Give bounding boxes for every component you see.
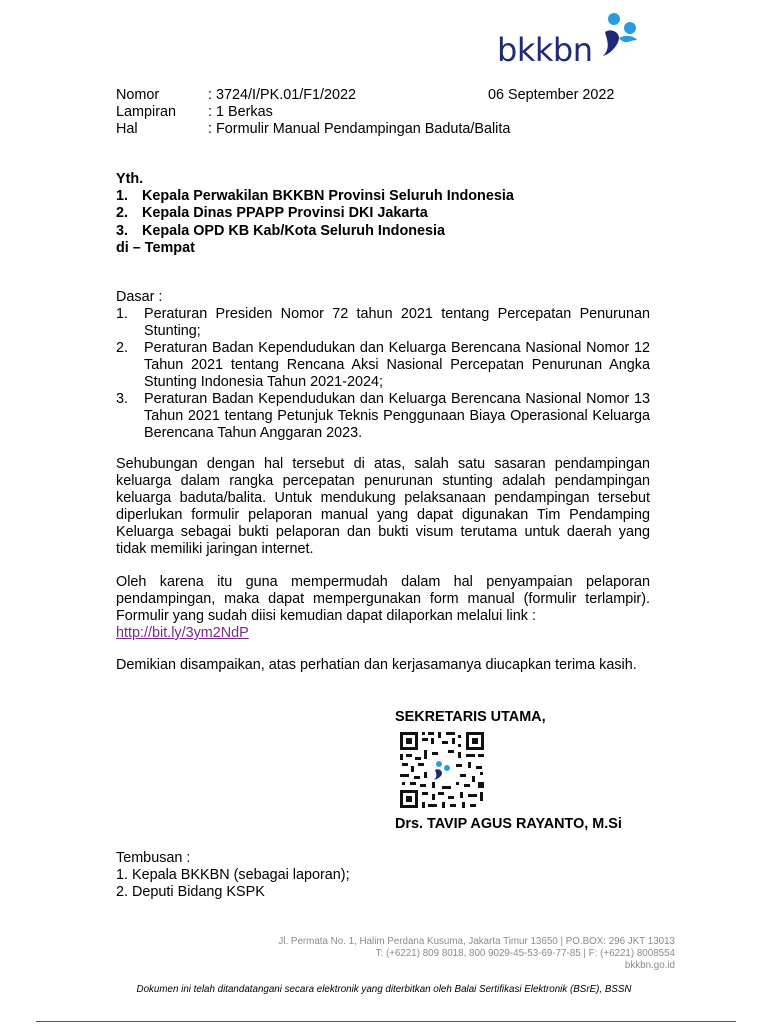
closing-paragraph: Demikian disampaikan, atas perhatian dan kerjasamanya diucapkan terima kasih. [116, 657, 637, 673]
dasar-item [116, 340, 650, 391]
nomor-value: : 3724/I/PK.01/F1/2022 [208, 87, 357, 103]
signer-title: SEKRETARIS UTAMA, [395, 709, 546, 725]
dasar-section [116, 289, 650, 442]
esign-disclaimer: Dokumen ini telah ditandatangani secara elektronik yang diterbitkan oleh Balai Sertifikasi Elektronik (BSrE), BSSN [136, 984, 632, 995]
footer-phone: T: (+6221) 809 8018, 800 9029-45-53-69-77-85 | F: (+6221) 8008554 [375, 948, 675, 959]
footer-address: Jl. Permata No. 1, Halim Perdana Kusuma, Jakarta Timur 13650 | PO.BOX: 296 JKT 13013 [278, 936, 675, 947]
logo-wordmark: bkkbn [497, 31, 593, 69]
bkkbn-heart-logo-icon [597, 10, 643, 58]
recipients [116, 171, 514, 257]
dasar-item [116, 306, 650, 340]
letter-meta [116, 87, 510, 138]
tembusan-item: 2. Deputi Bidang KSPK [116, 884, 265, 900]
tembusan-section [116, 850, 350, 901]
lampiran-label: Lampiran [116, 104, 176, 120]
hal-label: Hal [116, 121, 138, 137]
yth-label: Yth. [116, 171, 144, 187]
bottom-divider [36, 1021, 736, 1022]
recipient-place: di – Tempat [116, 239, 195, 256]
recipient-item [116, 205, 514, 222]
recipient-text: Kepala Dinas PPAPP Provinsi DKI Jakarta [142, 205, 428, 222]
form-report-link[interactable]: http://bit.ly/3ym2NdP [116, 625, 249, 641]
nomor-row [116, 87, 510, 104]
recipient-item [116, 223, 514, 240]
signature-qr-code [398, 730, 486, 810]
recipient-text: Kepala OPD KB Kab/Kota Seluruh Indonesia [142, 222, 446, 239]
dasar-number: 1. [116, 306, 129, 322]
recipient-number: 2. [116, 205, 129, 222]
body-paragraph-1: Sehubungan dengan hal tersebut di atas, salah satu sasaran pendampingan keluarga dalam rangka percepatan penurunan stunting adalah pendampingan keluarga baduta/balita. Untuk mendukung pelaksanaan pendampingan tersebut diperlukan formulir pelaporan manual yang dapat digunakan Tim Pendamping Keluarga sebagai bukti pelaporan dan bukti visum terutama untuk daerah yang tidak memiliki jaringan internet. [116, 456, 650, 557]
signer-name: Drs. TAVIP AGUS RAYANTO, M.Si [395, 816, 622, 832]
tembusan-label: Tembusan : [116, 850, 191, 866]
recipient-number: 1. [116, 188, 129, 205]
nomor-label: Nomor [116, 87, 160, 103]
hal-row [116, 121, 510, 138]
body-paragraph-2 [116, 574, 650, 642]
tembusan-item: 1. Kepala BKKBN (sebagai laporan); [116, 867, 350, 883]
letter-footer [215, 936, 675, 972]
lampiran-row [116, 104, 510, 121]
dasar-text: Peraturan Badan Kependudukan dan Keluarga Berencana Nasional Nomor 13 Tahun 2021 tentang Petunjuk Teknis Penggunaan Biaya Operasional Keluarga Berencana Tahun Anggaran 2023. [144, 391, 650, 441]
recipient-text: Kepala Perwakilan BKKBN Provinsi Seluruh Indonesia [142, 188, 514, 205]
bkkbn-logo [497, 10, 647, 72]
letter-date: 06 September 2022 [488, 87, 615, 103]
dasar-text: Peraturan Badan Kependudukan dan Keluarga Berencana Nasional Nomor 12 Tahun 2021 tentang Rencana Aksi Nasional Percepatan Penurunan Angka Stunting Indonesia Tahun 2021-2024; [144, 340, 650, 390]
recipient-number: 3. [116, 222, 129, 239]
body-paragraph-2-text: Oleh karena itu guna mempermudah dalam hal penyampaian pelaporan pendampingan, maka dapat mempergunakan form manual (formulir terlampir). Formulir yang sudah diisi kemudian dapat dilaporkan melalui link : [116, 574, 650, 624]
dasar-number: 2. [116, 340, 129, 356]
dasar-item [116, 391, 650, 442]
hal-value: : Formulir Manual Pendampingan Baduta/Balita [208, 121, 511, 137]
dasar-number: 3. [116, 391, 129, 407]
lampiran-value: : 1 Berkas [208, 104, 273, 120]
dasar-text: Peraturan Presiden Nomor 72 tahun 2021 tentang Percepatan Penurunan Stunting; [144, 306, 650, 339]
dasar-label: Dasar : [116, 289, 163, 305]
footer-web: bkkbn.go.id [624, 960, 675, 971]
recipient-item [116, 188, 514, 205]
